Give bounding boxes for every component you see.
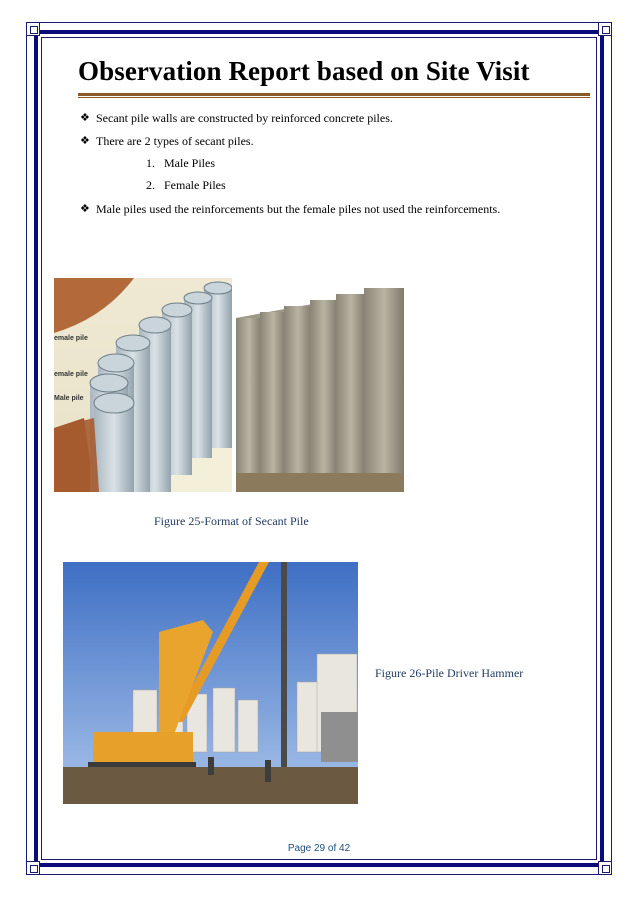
title-rule [78,93,590,96]
list-item: Female Piles [164,178,226,192]
diamond-bullet-icon: ❖ [80,135,90,147]
diamond-bullet-icon: ❖ [80,203,90,215]
bullet-text: There are 2 types of secant piles. [96,134,254,148]
list-item: Male Piles [164,156,215,170]
page-number: Page 29 of 42 [287,843,351,854]
diagram-label: emale pile [54,335,88,342]
secant-pile-diagram [54,278,232,492]
list-number: 2. [146,178,155,192]
figure-26-caption: Figure 26-Pile Driver Hammer [375,666,524,680]
diagram-label: emale pile [54,371,88,378]
title-rule-thin [78,97,590,98]
page-title: Observation Report based on Site Visit [78,56,530,86]
secant-wall-photo [236,278,404,492]
pile-driver-photo [63,562,358,804]
diagram-label: Male pile [54,395,84,402]
corner-ornament-bottom-left [26,861,40,875]
list-number: 1. [146,156,155,170]
figure-25-caption: Figure 25-Format of Secant Pile [154,514,309,528]
corner-ornament-top-right [598,22,612,36]
bullet-text: Secant pile walls are constructed by reinforced concrete piles. [96,111,393,125]
corner-ornament-top-left [26,22,40,36]
bullet-text: Male piles used the reinforcements but the female piles not used the reinforcements. [96,202,501,216]
corner-ornament-bottom-right [598,861,612,875]
diamond-bullet-icon: ❖ [80,112,90,124]
